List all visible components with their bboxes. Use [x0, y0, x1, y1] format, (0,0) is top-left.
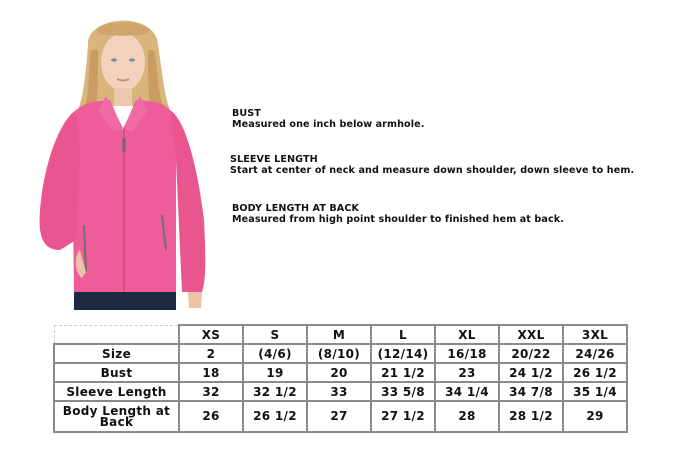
table-cell: (8/10) [307, 344, 371, 363]
row-label-text: Body Length at Back [62, 403, 171, 429]
table-row-size [54, 344, 627, 363]
table-cell: 27 1/2 [371, 401, 435, 432]
table-cell: 18 [179, 363, 243, 382]
table-cell: 20 [307, 363, 371, 382]
header-cell-3xl: 3XL [563, 325, 627, 344]
table-cell: (12/14) [371, 344, 435, 363]
table-row-bust [54, 363, 627, 382]
table-cell: 35 1/4 [563, 382, 627, 401]
table-cell: 27 [307, 401, 371, 432]
table-cell: 34 7/8 [499, 382, 563, 401]
note-sleeve-length [230, 154, 634, 176]
table-cell: 33 5/8 [371, 382, 435, 401]
row-label: Bust [54, 363, 179, 382]
row-label: Sleeve Length [54, 382, 179, 401]
note-description: Measured from high point shoulder to finished hem at back. [232, 214, 564, 225]
table-cell: 21 1/2 [371, 363, 435, 382]
note-title: SLEEVE LENGTH [230, 154, 318, 165]
table-cell: 16/18 [435, 344, 499, 363]
note-description: Measured one inch below armhole. [232, 119, 425, 130]
table-cell: 32 [179, 382, 243, 401]
note-body-length [232, 203, 564, 225]
table-cell: 26 1/2 [563, 363, 627, 382]
note-description: Start at center of neck and measure down shoulder, down sleeve to hem. [230, 165, 635, 176]
note-title: BUST [232, 108, 261, 119]
table-cell: (4/6) [243, 344, 307, 363]
header-corner-cell [54, 325, 179, 344]
header-cell-s: S [243, 325, 307, 344]
header-cell-m: M [307, 325, 371, 344]
model-illustration [36, 10, 211, 310]
table-cell: 28 1/2 [499, 401, 563, 432]
header-cell-xl: XL [435, 325, 499, 344]
table-cell: 19 [243, 363, 307, 382]
table-cell: 28 [435, 401, 499, 432]
table-cell: 26 [179, 401, 243, 432]
table-cell: 24 1/2 [499, 363, 563, 382]
table-cell: 33 [307, 382, 371, 401]
table-row-body-length [54, 401, 627, 432]
table-header-row [54, 325, 627, 344]
table-cell: 26 1/2 [243, 401, 307, 432]
header-cell-xs: XS [179, 325, 243, 344]
table-cell: 20/22 [499, 344, 563, 363]
product-model-image [36, 10, 211, 310]
table-cell: 24/26 [563, 344, 627, 363]
table-cell: 29 [563, 401, 627, 432]
row-label [54, 401, 179, 432]
note-title: BODY LENGTH AT BACK [232, 203, 360, 214]
size-chart-table [53, 324, 628, 433]
note-bust [232, 108, 424, 130]
header-cell-l: L [371, 325, 435, 344]
header-cell-xxl: XXL [499, 325, 563, 344]
row-label: Size [54, 344, 179, 363]
table-cell: 23 [435, 363, 499, 382]
table-cell: 34 1/4 [435, 382, 499, 401]
table-cell: 32 1/2 [243, 382, 307, 401]
table-row-sleeve-length [54, 382, 627, 401]
table-cell: 2 [179, 344, 243, 363]
